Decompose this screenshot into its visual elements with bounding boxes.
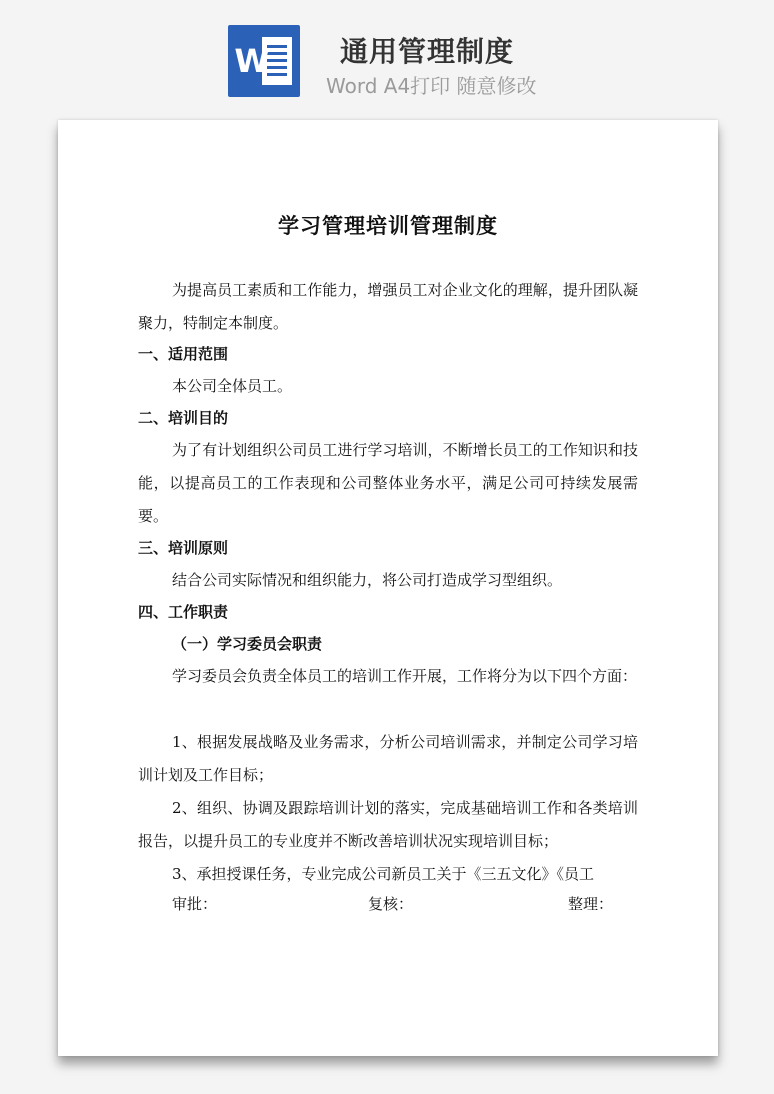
word-letter: W: [234, 42, 270, 80]
header: [0, 0, 774, 110]
section-heading-scope: 一、适用范围: [138, 345, 229, 363]
header-title: 通用管理制度: [340, 35, 515, 68]
word-doc-icon: [228, 25, 300, 97]
duty-item-1: 1、根据发展战略及业务需求，分析公司培训需求，并制定公司学习培训计划及工作目标；: [138, 733, 638, 784]
compile-label: 整理：: [568, 895, 614, 913]
section-body-purpose: 为了有计划组织公司员工进行学习培训，不断增长员工的工作知识和技能，以提高员工的工作表现和公司整体业务水平，满足公司可持续发展需要。: [138, 441, 638, 525]
section-body-scope: 本公司全体员工。: [172, 377, 293, 395]
intro-paragraph: 为提高员工素质和工作能力，增强员工对企业文化的理解，提升团队凝聚力，特制定本制度。: [138, 281, 638, 332]
section-body-principle: 结合公司实际情况和组织能力，将公司打造成学习型组织。: [172, 571, 563, 589]
section-heading-purpose: 二、培训目的: [138, 409, 229, 427]
approve-label: 审批：: [172, 895, 218, 913]
subsection-body: 学习委员会负责全体员工的培训工作开展，工作将分为以下四个方面：: [172, 667, 638, 685]
header-subtitle: Word A4打印 随意修改: [326, 74, 537, 98]
document-title: 学习管理培训管理制度: [278, 214, 498, 238]
section-heading-duties: 四、工作职责: [138, 603, 229, 621]
section-heading-principle: 三、培训原则: [138, 539, 229, 557]
duty-item-3: 3、承担授课任务，专业完成公司新员工关于《三五文化》《员工: [172, 865, 595, 883]
document-page: [58, 120, 718, 1056]
subsection-heading: （一）学习委员会职责: [172, 635, 323, 653]
duty-item-2: 2、组织、协调及跟踪培训计划的落实，完成基础培训工作和各类培训报告，以提升员工的专业度并不断改善培训状况实现培训目标；: [138, 799, 638, 850]
review-label: 复核：: [368, 895, 414, 913]
signature-row: [172, 892, 652, 916]
